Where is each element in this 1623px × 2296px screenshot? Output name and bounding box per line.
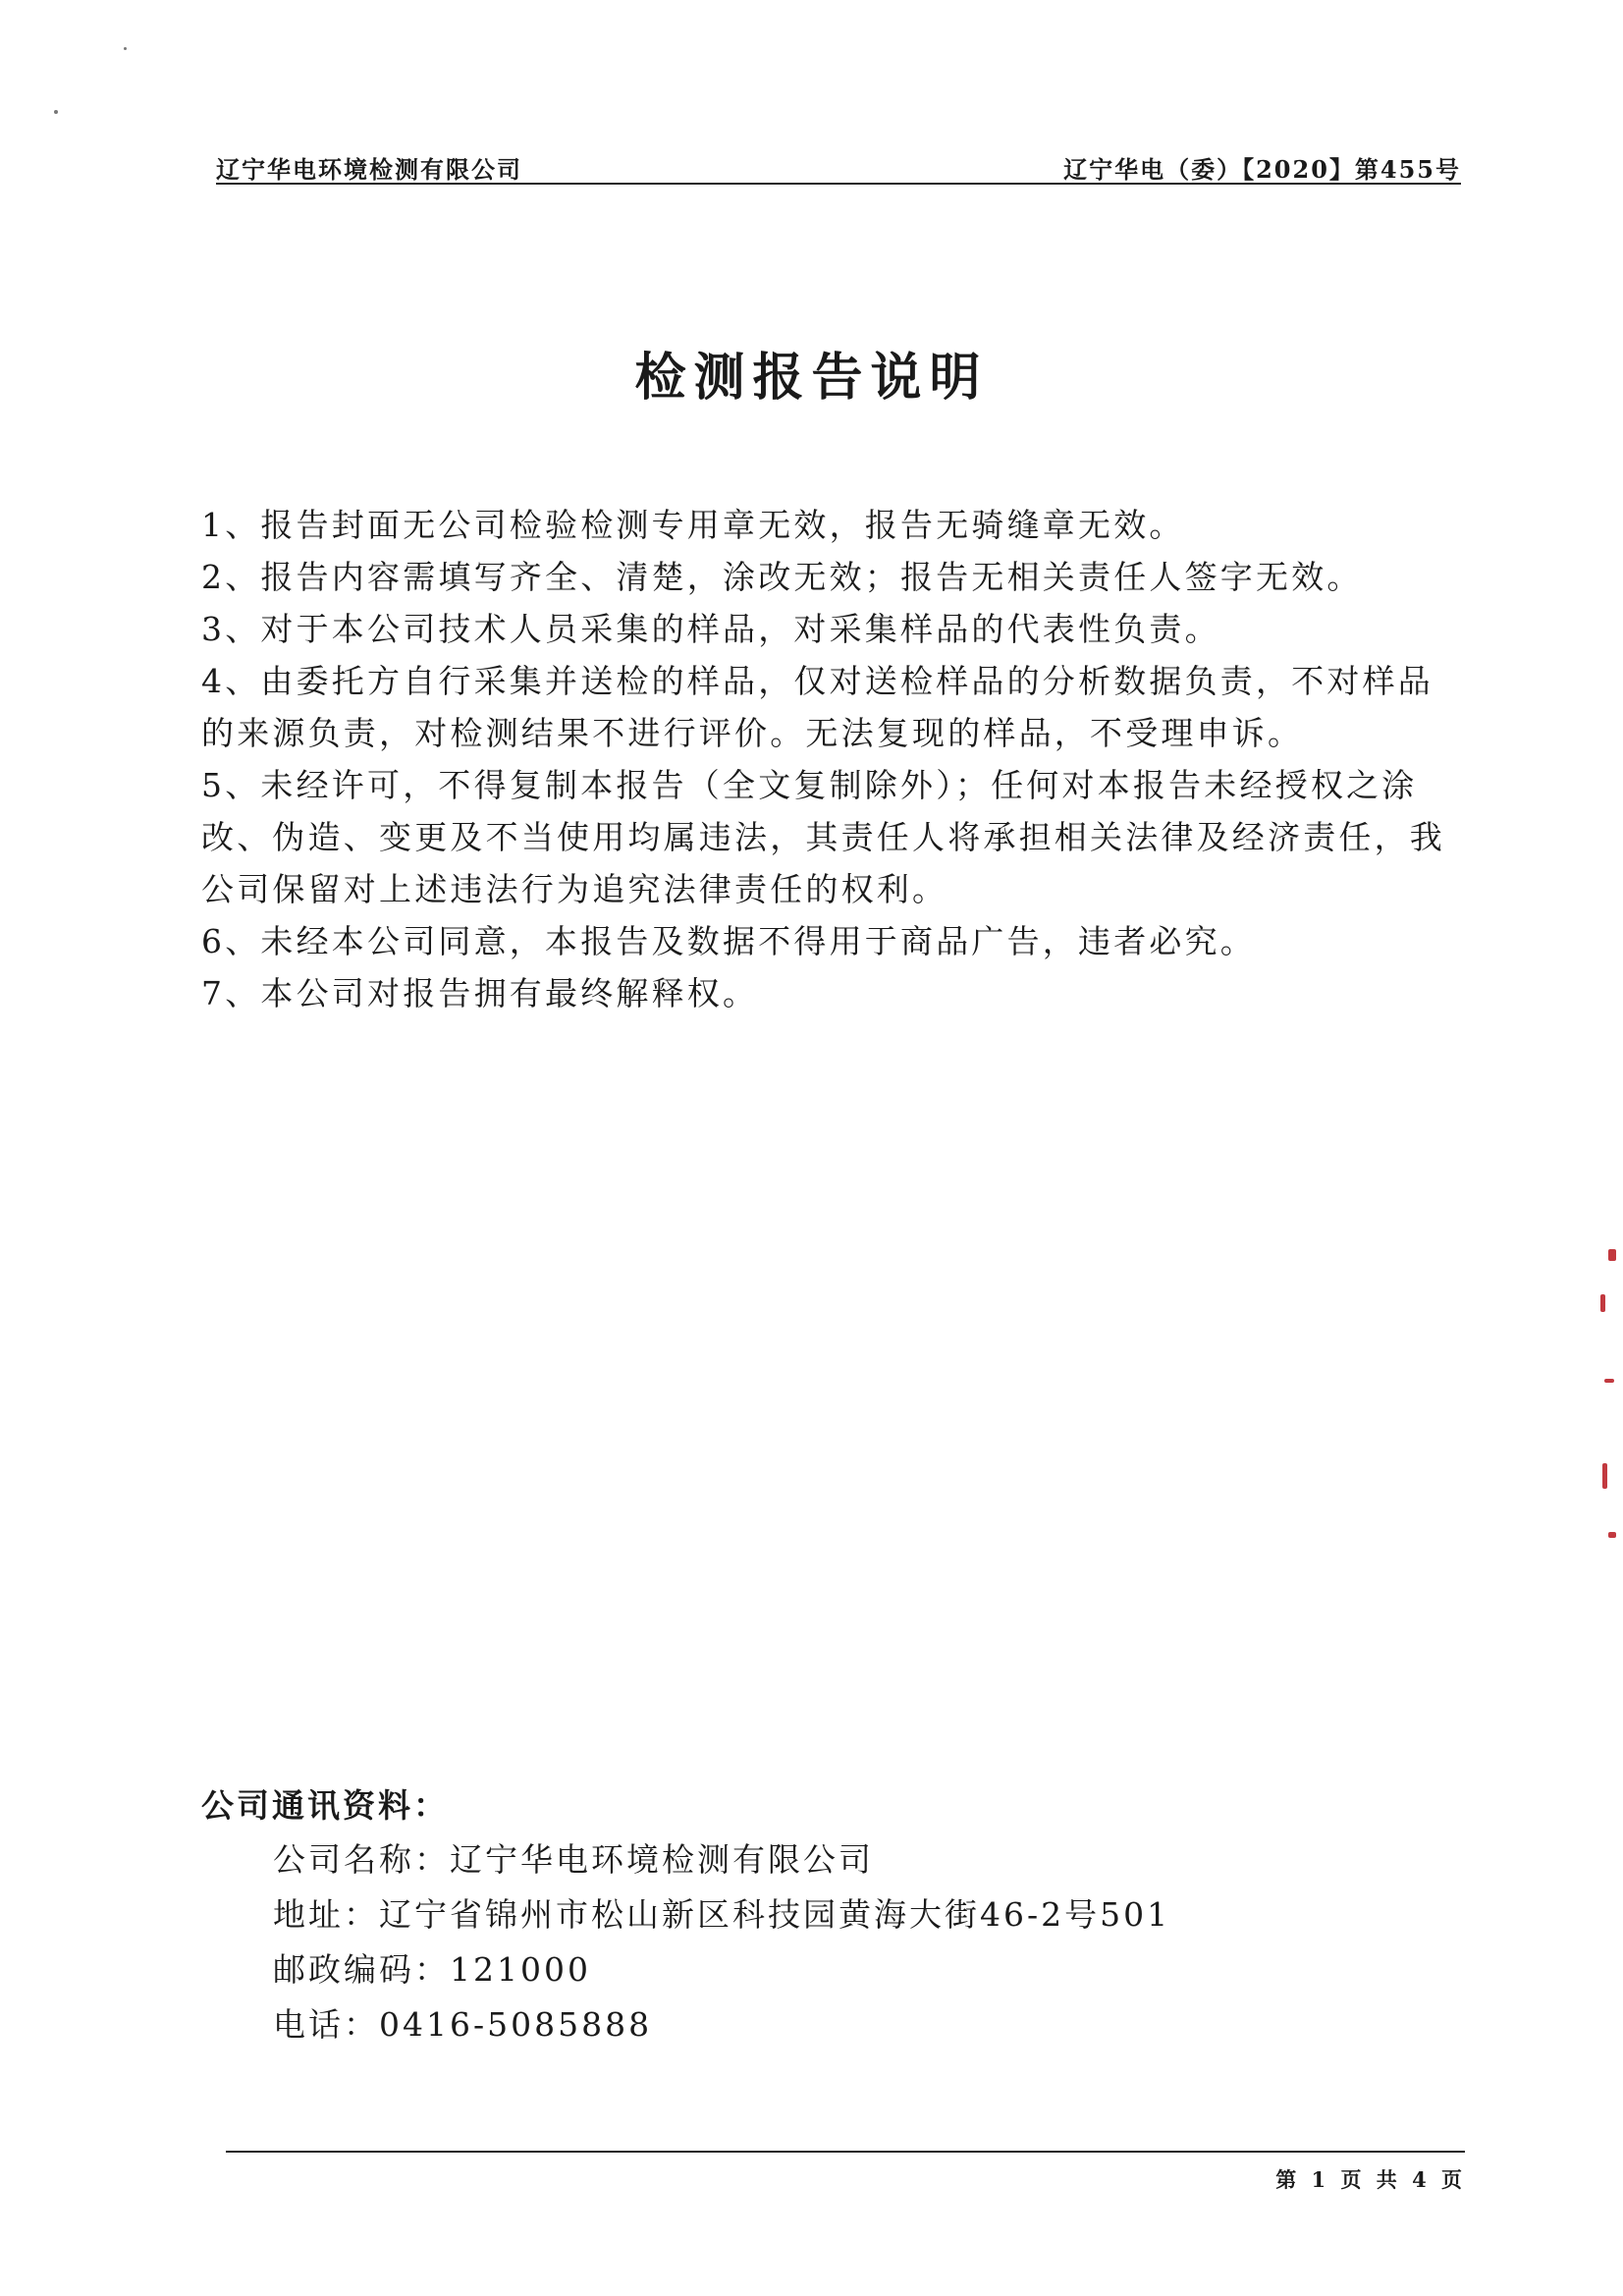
seal-mark <box>1608 1249 1616 1261</box>
header-rule <box>216 183 1461 185</box>
note-item: 1、报告封面无公司检验检测专用章无效，报告无骑缝章无效。 <box>201 506 1185 544</box>
header-company: 辽宁华电环境检测有限公司 <box>216 155 522 184</box>
contact-postcode-value: 121000 <box>450 1950 591 1989</box>
contact-address <box>201 1887 1170 1942</box>
note-item: 2、报告内容需填写齐全、清楚，涂改无效；报告无相关责任人签字无效。 <box>201 558 1363 596</box>
page-number: 第 1 页 共 4 页 <box>1275 2167 1466 2192</box>
contact-postcode-label: 邮政编码： <box>273 1950 450 1989</box>
note-item: 4、由委托方自行采集并送检的样品，仅对送检样品的分析数据负责，不对样品的来源负责，对检测结果不进行评价。无法复现的样品，不受理申诉。 <box>201 662 1434 752</box>
seal-mark <box>1604 1379 1614 1383</box>
contact-name-label: 公司名称： <box>273 1840 450 1879</box>
notes-list <box>201 499 1468 1019</box>
seal-mark <box>1600 1294 1605 1312</box>
note-item: 6、未经本公司同意，本报告及数据不得用于商品广告，违者必究。 <box>201 922 1256 960</box>
contact-heading: 公司通讯资料： <box>201 1786 449 1825</box>
note-item: 5、未经许可，不得复制本报告（全文复制除外）；任何对本报告未经授权之涂改、伪造、变更及不当使用均属违法，其责任人将承担相关法律及经济责任，我公司保留对上述违法行为追究法律责任的权利。 <box>201 766 1445 908</box>
scan-speck <box>54 110 58 114</box>
footer-rule <box>226 2151 1465 2153</box>
seal-mark <box>1608 1532 1616 1538</box>
contact-company-name <box>201 1832 1170 1887</box>
contact-phone-label: 电话： <box>273 2005 379 2044</box>
contact-address-label: 地址： <box>273 1895 379 1934</box>
contact-info <box>201 1779 1170 2052</box>
note-item: 3、对于本公司技术人员采集的样品，对采集样品的代表性负责。 <box>201 610 1220 648</box>
page-header <box>216 130 1461 185</box>
header-report-number: 辽宁华电（委）【2020】第455号 <box>1063 155 1461 184</box>
page-title: 检测报告说明 <box>634 348 989 408</box>
scan-speck <box>124 47 127 50</box>
contact-postcode <box>201 1942 1170 1997</box>
contact-name-value: 辽宁华电环境检测有限公司 <box>450 1840 874 1879</box>
contact-phone <box>201 1997 1170 2052</box>
contact-phone-value: 0416-5085888 <box>379 2005 653 2044</box>
seal-mark <box>1602 1463 1607 1489</box>
contact-address-value: 辽宁省锦州市松山新区科技园黄海大街46-2号501 <box>379 1895 1171 1934</box>
note-item: 7、本公司对报告拥有最终解释权。 <box>201 974 759 1012</box>
